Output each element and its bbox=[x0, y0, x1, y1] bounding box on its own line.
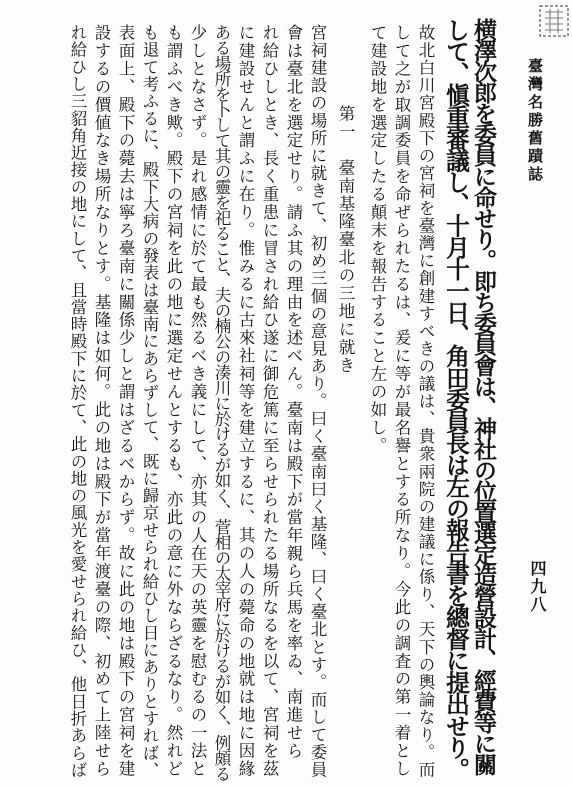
body-line: も退て考ふるに、殿下大病の發表は臺南にあらずして、既に歸京せられ給ひし日にありとすれば、 bbox=[140, 24, 159, 779]
section-heading: 第一 臺南基隆臺北の三地に就き bbox=[336, 105, 355, 375]
library-seal-stamp bbox=[538, 2, 570, 42]
body-line: 會は臺北を選定せり。請ふ其の理由を述べん。臺南は殿下が當年親ら兵馬を率ゐ、南進せら bbox=[284, 24, 303, 760]
running-head: 臺灣名勝舊蹟誌 bbox=[526, 58, 544, 184]
body-line: に建設せんと謂ふに在り。惟みるに古來社祠等を建立するに、其の人の薨命の地就は地に因緣 bbox=[236, 24, 255, 778]
body-line: 故北白川宮殿下の宮祠を臺灣に創建すべきの議は、貴衆兩院の建議に係り、天下の輿論なり。而 bbox=[416, 24, 435, 779]
page-number: 四九八 bbox=[528, 560, 547, 614]
lead-line: 横澤次郎を委員に命せり。即ち委員會は、神社の位置選定造營設計、經費等に關 bbox=[470, 18, 497, 774]
body-line: 宮祠建設の場所に就きて、初め三個の意見あり。曰く臺南曰く基隆、曰く臺北とす。而して委員 bbox=[308, 24, 327, 779]
body-line: ある場所を卜して其の靈を祀ること、夫の楠公の湊川に於けるが如く、菅相の太宰府に於けるが如く、例頗る bbox=[212, 24, 231, 782]
lead-line: して、愼重審議し、十月十一日、角田委員長は左の報告書を總督に提出せり。 bbox=[442, 18, 470, 780]
body-line: 表面上、殿下の薨去は寧ろ臺南に關係少しと謂はざるべからず。故に此の地は殿下の宮祠を建 bbox=[116, 24, 135, 778]
body-line: て建設地を選定したる顛末を報告すること左の如し。 bbox=[368, 24, 387, 455]
body-line: して之が取調委員を命ぜられたるは、爰に等が最名譽とする所なり。今此の調査の第一着とし bbox=[392, 24, 411, 778]
body-line: 少しとなさず。是れ感情に於て最も然るべき義にして、亦其の人在天の英靈を慰むるの一法と bbox=[188, 24, 207, 778]
body-line: れ給ひし三貂角近接の地にして、且當時殿下に於て、此の地の風光を愛せられ給ひ、他日折あらば bbox=[68, 24, 87, 779]
body-line: れ給ひしとき、長く重患に冒され給ひ遂に御危篤に至らせられたる場所なるを以て、宮祠を茲 bbox=[260, 24, 279, 778]
body-line: も謂ふべき歟。殿下の宮祠を此の地に選定せんとするも、亦此の意に外ならざるなり。然れど bbox=[164, 24, 183, 778]
body-line: 設するの價値なき場所なりとす。基隆は如何。此の地は殿下が當年渡臺の際、初めて上陸せら bbox=[92, 24, 111, 778]
